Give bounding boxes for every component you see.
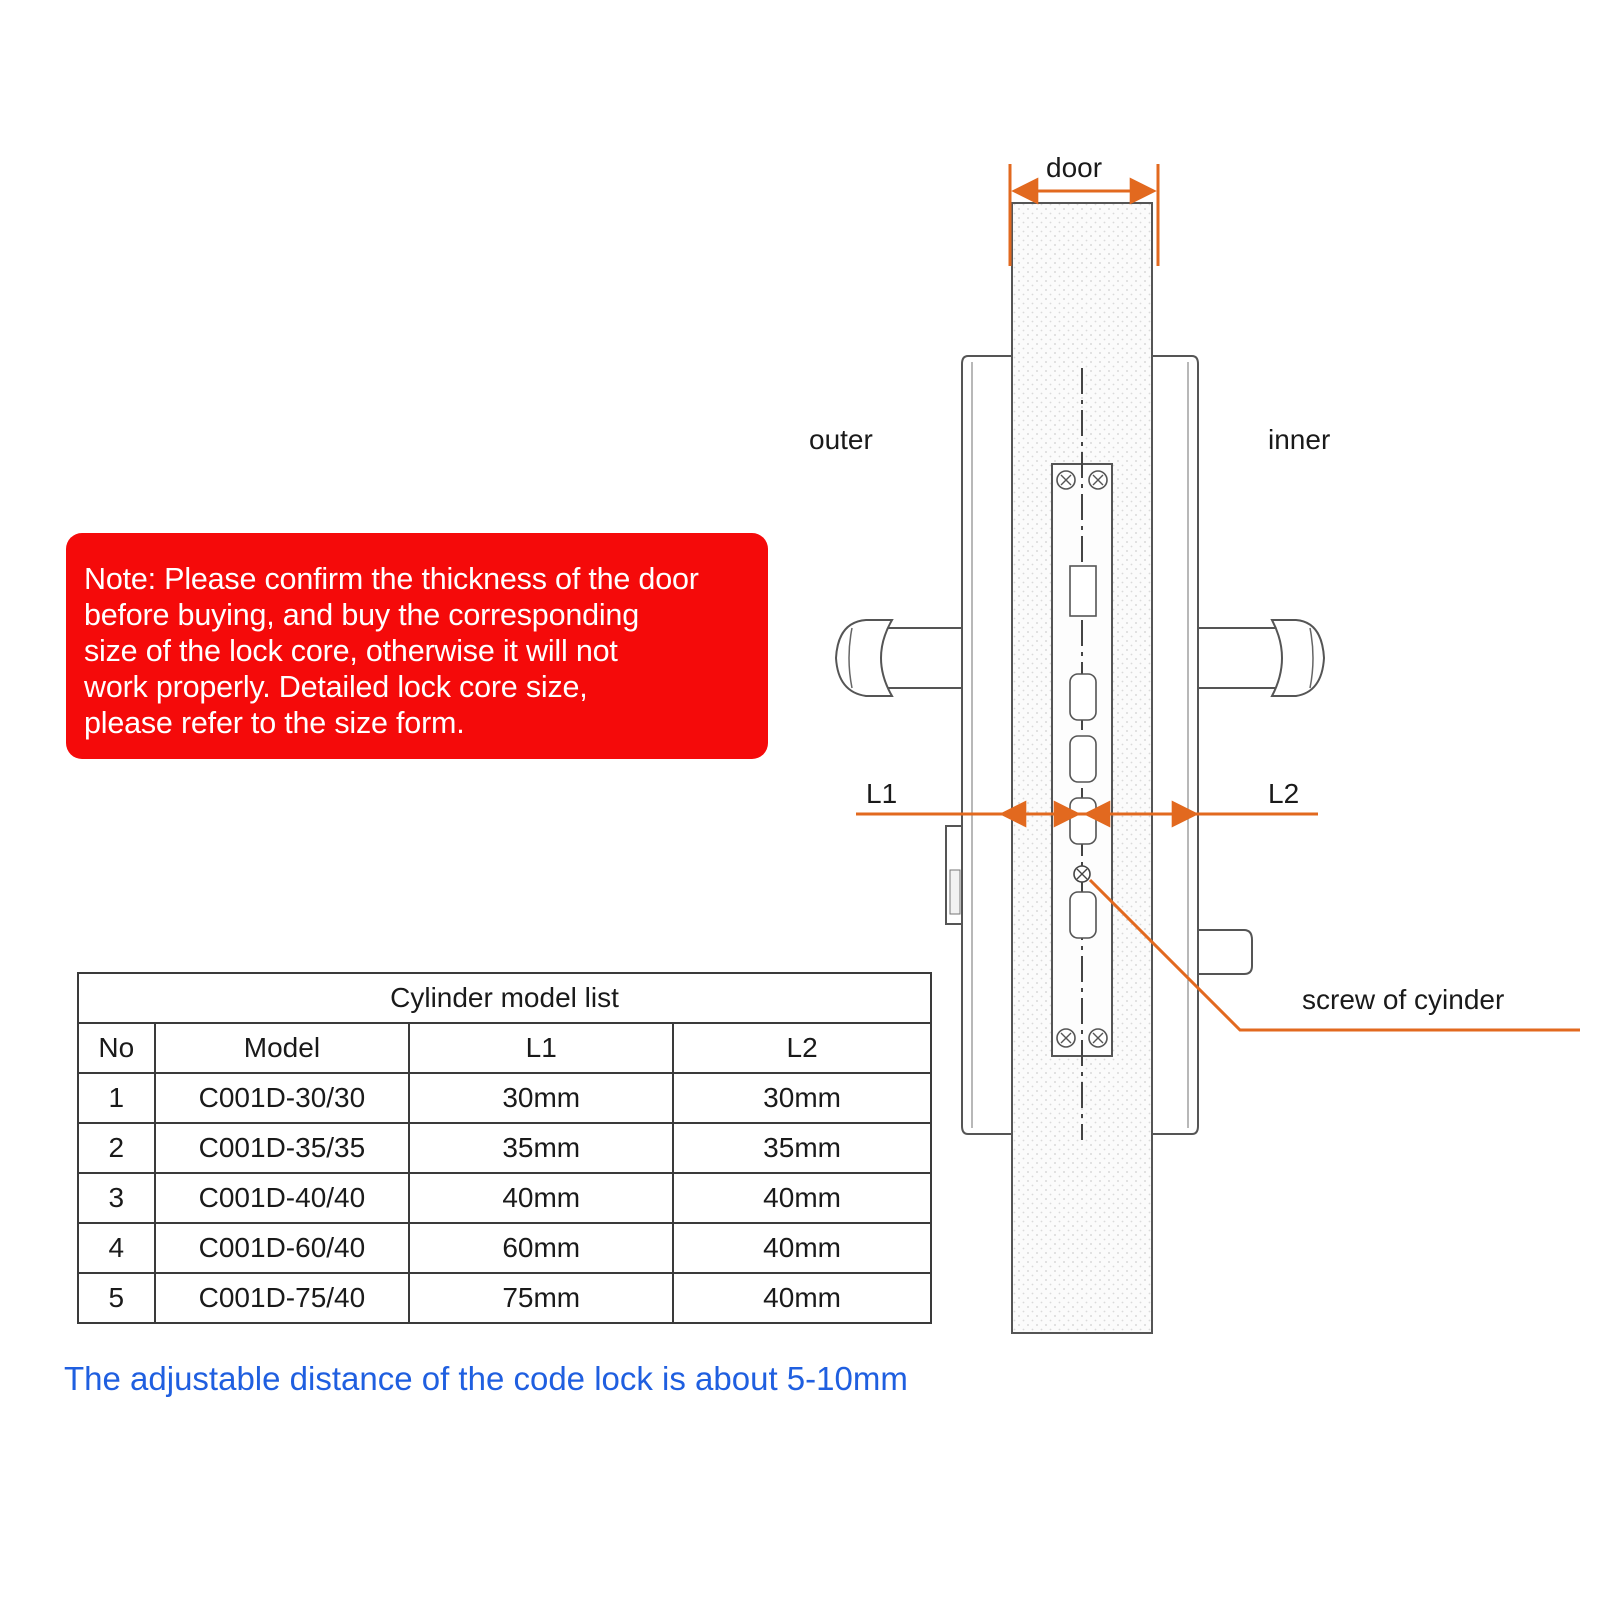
adjustable-distance-note: The adjustable distance of the code lock is about 5-10mm bbox=[64, 1360, 908, 1397]
table-caption-row bbox=[78, 973, 931, 1023]
cell-no: 5 bbox=[78, 1273, 155, 1323]
l2-label: L2 bbox=[1268, 778, 1300, 809]
cell-model: C001D-30/30 bbox=[155, 1073, 410, 1123]
header-l1: L1 bbox=[409, 1023, 673, 1073]
table-header-row bbox=[78, 1023, 931, 1073]
note-line: size of the lock core, otherwise it will not bbox=[84, 634, 618, 668]
cell-model: C001D-75/40 bbox=[155, 1273, 410, 1323]
cell-l1: 75mm bbox=[409, 1273, 673, 1323]
inner-label: inner bbox=[1268, 424, 1331, 455]
l1-label: L1 bbox=[866, 778, 898, 809]
header-l2: L2 bbox=[673, 1023, 931, 1073]
table-row bbox=[78, 1073, 931, 1123]
note-line: before buying, and buy the corresponding bbox=[84, 598, 639, 632]
inner-lock-body bbox=[1152, 356, 1198, 1134]
mortise-screw-bottom-left bbox=[1057, 1029, 1075, 1047]
table-caption: Cylinder model list bbox=[78, 973, 931, 1023]
cylinder-screw bbox=[1074, 866, 1090, 882]
cell-l1: 30mm bbox=[409, 1073, 673, 1123]
note-line: please refer to the size form. bbox=[84, 706, 465, 740]
screw-label: screw of cyinder bbox=[1302, 984, 1505, 1015]
door-label: door bbox=[1046, 152, 1103, 183]
cell-model: C001D-40/40 bbox=[155, 1173, 410, 1223]
cell-no: 2 bbox=[78, 1123, 155, 1173]
cell-l2: 40mm bbox=[673, 1173, 931, 1223]
cell-l2: 35mm bbox=[673, 1123, 931, 1173]
thumb-turn bbox=[1198, 930, 1252, 974]
mortise-screw-top-left bbox=[1057, 471, 1075, 489]
cylinder-model-table bbox=[77, 972, 932, 1324]
note-text bbox=[84, 561, 752, 741]
cell-l1: 35mm bbox=[409, 1123, 673, 1173]
cell-l2: 40mm bbox=[673, 1273, 931, 1323]
outer-label: outer bbox=[809, 424, 873, 455]
cell-no: 4 bbox=[78, 1223, 155, 1273]
cell-l2: 30mm bbox=[673, 1073, 931, 1123]
header-model: Model bbox=[155, 1023, 410, 1073]
header-no: No bbox=[78, 1023, 155, 1073]
cell-no: 3 bbox=[78, 1173, 155, 1223]
cell-l1: 60mm bbox=[409, 1223, 673, 1273]
note-line: Note: Please confirm the thickness of the door bbox=[84, 562, 699, 596]
mortise-screw-bottom-right bbox=[1089, 1029, 1107, 1047]
mortise-screw-top-right bbox=[1089, 471, 1107, 489]
cell-model: C001D-35/35 bbox=[155, 1123, 410, 1173]
table-row bbox=[78, 1123, 931, 1173]
note-line: work properly. Detailed lock core size, bbox=[84, 670, 588, 704]
cell-l2: 40mm bbox=[673, 1223, 931, 1273]
outer-lock-body bbox=[962, 356, 1012, 1134]
table-row bbox=[78, 1223, 931, 1273]
outer-handle bbox=[836, 620, 962, 696]
note-box bbox=[66, 533, 768, 759]
cell-model: C001D-60/40 bbox=[155, 1223, 410, 1273]
inner-handle bbox=[1198, 620, 1324, 696]
cell-l1: 40mm bbox=[409, 1173, 673, 1223]
cell-no: 1 bbox=[78, 1073, 155, 1123]
table-row bbox=[78, 1273, 931, 1323]
table-row bbox=[78, 1173, 931, 1223]
outer-key-cover bbox=[946, 826, 962, 924]
